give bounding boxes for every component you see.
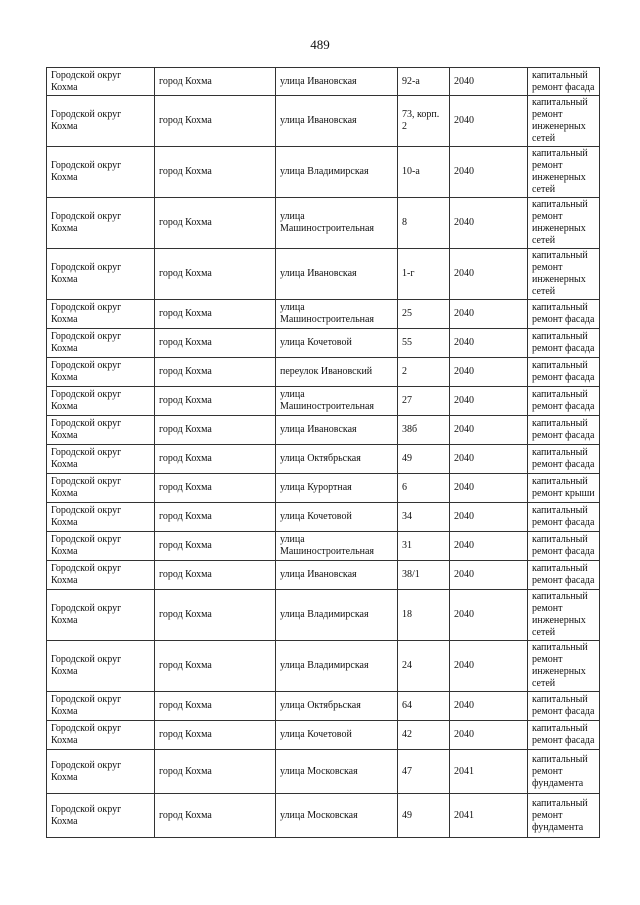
work-type-cell: капитальный ремонт фасада: [528, 358, 600, 387]
city-cell: город Кохма: [155, 358, 276, 387]
year-cell: 2040: [450, 300, 528, 329]
district-cell: Городской округ Кохма: [47, 249, 155, 300]
city-cell: город Кохма: [155, 445, 276, 474]
registry-rows: [47, 68, 600, 838]
work-type-cell: капитальный ремонт крыши: [528, 474, 600, 503]
district-cell: Городской округ Кохма: [47, 561, 155, 590]
city-cell: город Кохма: [155, 249, 276, 300]
work-type-cell: капитальный ремонт фасада: [528, 721, 600, 750]
city-cell: город Кохма: [155, 300, 276, 329]
street-cell: переулок Ивановский: [276, 358, 398, 387]
work-type-cell: капитальный ремонт фасада: [528, 416, 600, 445]
district-cell: Городской округ Кохма: [47, 750, 155, 794]
house-number-cell: 8: [398, 198, 450, 249]
city-cell: город Кохма: [155, 198, 276, 249]
work-type-cell: капитальный ремонт инженерных сетей: [528, 147, 600, 198]
table-row: [47, 794, 600, 838]
house-number-cell: 34: [398, 503, 450, 532]
street-cell: улица Ивановская: [276, 96, 398, 147]
city-cell: город Кохма: [155, 794, 276, 838]
table-row: [47, 147, 600, 198]
house-number-cell: 31: [398, 532, 450, 561]
district-cell: Городской округ Кохма: [47, 416, 155, 445]
district-cell: Городской округ Кохма: [47, 387, 155, 416]
table-row: [47, 721, 600, 750]
district-cell: Городской округ Кохма: [47, 300, 155, 329]
work-type-cell: капитальный ремонт фасада: [528, 68, 600, 96]
year-cell: 2040: [450, 532, 528, 561]
house-number-cell: 47: [398, 750, 450, 794]
street-cell: улица Ивановская: [276, 68, 398, 96]
city-cell: город Кохма: [155, 329, 276, 358]
page-number: 489: [310, 37, 330, 52]
city-cell: город Кохма: [155, 96, 276, 147]
table-row: [47, 329, 600, 358]
table-row: [47, 96, 600, 147]
house-number-cell: 73, корп. 2: [398, 96, 450, 147]
city-cell: город Кохма: [155, 147, 276, 198]
district-cell: Городской округ Кохма: [47, 590, 155, 641]
year-cell: 2040: [450, 445, 528, 474]
street-cell: улица Владимирская: [276, 590, 398, 641]
city-cell: город Кохма: [155, 416, 276, 445]
registry-table: [46, 67, 600, 838]
house-number-cell: 6: [398, 474, 450, 503]
year-cell: 2040: [450, 198, 528, 249]
year-cell: 2040: [450, 387, 528, 416]
table-row: [47, 474, 600, 503]
street-cell: улица Машиностроительная: [276, 300, 398, 329]
year-cell: 2040: [450, 96, 528, 147]
district-cell: Городской округ Кохма: [47, 147, 155, 198]
street-cell: улица Ивановская: [276, 561, 398, 590]
work-type-cell: капитальный ремонт инженерных сетей: [528, 249, 600, 300]
work-type-cell: капитальный ремонт фасада: [528, 445, 600, 474]
house-number-cell: 49: [398, 445, 450, 474]
district-cell: Городской округ Кохма: [47, 532, 155, 561]
table-row: [47, 68, 600, 96]
district-cell: Городской округ Кохма: [47, 474, 155, 503]
work-type-cell: капитальный ремонт фасада: [528, 300, 600, 329]
year-cell: 2040: [450, 68, 528, 96]
work-type-cell: капитальный ремонт фасада: [528, 329, 600, 358]
house-number-cell: 10-а: [398, 147, 450, 198]
table-row: [47, 692, 600, 721]
year-cell: 2040: [450, 721, 528, 750]
house-number-cell: 18: [398, 590, 450, 641]
city-cell: город Кохма: [155, 561, 276, 590]
district-cell: Городской округ Кохма: [47, 445, 155, 474]
district-cell: Городской округ Кохма: [47, 198, 155, 249]
table-row: [47, 561, 600, 590]
street-cell: улица Московская: [276, 750, 398, 794]
year-cell: 2040: [450, 692, 528, 721]
house-number-cell: 55: [398, 329, 450, 358]
city-cell: город Кохма: [155, 387, 276, 416]
city-cell: город Кохма: [155, 503, 276, 532]
work-type-cell: капитальный ремонт фундамента: [528, 750, 600, 794]
street-cell: улица Ивановская: [276, 249, 398, 300]
work-type-cell: капитальный ремонт фасада: [528, 532, 600, 561]
street-cell: улица Московская: [276, 794, 398, 838]
year-cell: 2040: [450, 641, 528, 692]
city-cell: город Кохма: [155, 721, 276, 750]
house-number-cell: 64: [398, 692, 450, 721]
street-cell: улица Владимирская: [276, 147, 398, 198]
table-row: [47, 750, 600, 794]
table-row: [47, 387, 600, 416]
house-number-cell: 92-а: [398, 68, 450, 96]
work-type-cell: капитальный ремонт инженерных сетей: [528, 590, 600, 641]
table-row: [47, 641, 600, 692]
work-type-cell: капитальный ремонт фундамента: [528, 794, 600, 838]
house-number-cell: 25: [398, 300, 450, 329]
table-row: [47, 503, 600, 532]
work-type-cell: капитальный ремонт фасада: [528, 387, 600, 416]
street-cell: улица Кочетовой: [276, 503, 398, 532]
house-number-cell: 1-г: [398, 249, 450, 300]
year-cell: 2040: [450, 416, 528, 445]
city-cell: город Кохма: [155, 750, 276, 794]
district-cell: Городской округ Кохма: [47, 329, 155, 358]
work-type-cell: капитальный ремонт инженерных сетей: [528, 96, 600, 147]
district-cell: Городской округ Кохма: [47, 721, 155, 750]
table-row: [47, 590, 600, 641]
house-number-cell: 2: [398, 358, 450, 387]
city-cell: город Кохма: [155, 532, 276, 561]
year-cell: 2040: [450, 590, 528, 641]
street-cell: улица Машиностроительная: [276, 198, 398, 249]
street-cell: улица Октябрьская: [276, 445, 398, 474]
street-cell: улица Кочетовой: [276, 721, 398, 750]
house-number-cell: 38/1: [398, 561, 450, 590]
district-cell: Городской округ Кохма: [47, 641, 155, 692]
table-row: [47, 445, 600, 474]
street-cell: улица Владимирская: [276, 641, 398, 692]
year-cell: 2040: [450, 249, 528, 300]
year-cell: 2041: [450, 750, 528, 794]
city-cell: город Кохма: [155, 590, 276, 641]
table-row: [47, 358, 600, 387]
city-cell: город Кохма: [155, 641, 276, 692]
district-cell: Городской округ Кохма: [47, 794, 155, 838]
city-cell: город Кохма: [155, 68, 276, 96]
house-number-cell: 24: [398, 641, 450, 692]
work-type-cell: капитальный ремонт фасада: [528, 692, 600, 721]
district-cell: Городской округ Кохма: [47, 503, 155, 532]
city-cell: город Кохма: [155, 692, 276, 721]
street-cell: улица Ивановская: [276, 416, 398, 445]
year-cell: 2040: [450, 561, 528, 590]
year-cell: 2040: [450, 147, 528, 198]
table-row: [47, 249, 600, 300]
year-cell: 2040: [450, 358, 528, 387]
house-number-cell: 38б: [398, 416, 450, 445]
street-cell: улица Машиностроительная: [276, 532, 398, 561]
year-cell: 2040: [450, 503, 528, 532]
street-cell: улица Кочетовой: [276, 329, 398, 358]
table-row: [47, 198, 600, 249]
district-cell: Городской округ Кохма: [47, 358, 155, 387]
table-row: [47, 300, 600, 329]
district-cell: Городской округ Кохма: [47, 68, 155, 96]
house-number-cell: 42: [398, 721, 450, 750]
work-type-cell: капитальный ремонт фасада: [528, 503, 600, 532]
house-number-cell: 27: [398, 387, 450, 416]
year-cell: 2041: [450, 794, 528, 838]
street-cell: улица Октябрьская: [276, 692, 398, 721]
district-cell: Городской округ Кохма: [47, 692, 155, 721]
district-cell: Городской округ Кохма: [47, 96, 155, 147]
street-cell: улица Курортная: [276, 474, 398, 503]
street-cell: улица Машиностроительная: [276, 387, 398, 416]
work-type-cell: капитальный ремонт фасада: [528, 561, 600, 590]
table-row: [47, 532, 600, 561]
year-cell: 2040: [450, 474, 528, 503]
city-cell: город Кохма: [155, 474, 276, 503]
house-number-cell: 49: [398, 794, 450, 838]
table-row: [47, 416, 600, 445]
work-type-cell: капитальный ремонт инженерных сетей: [528, 641, 600, 692]
work-type-cell: капитальный ремонт инженерных сетей: [528, 198, 600, 249]
year-cell: 2040: [450, 329, 528, 358]
